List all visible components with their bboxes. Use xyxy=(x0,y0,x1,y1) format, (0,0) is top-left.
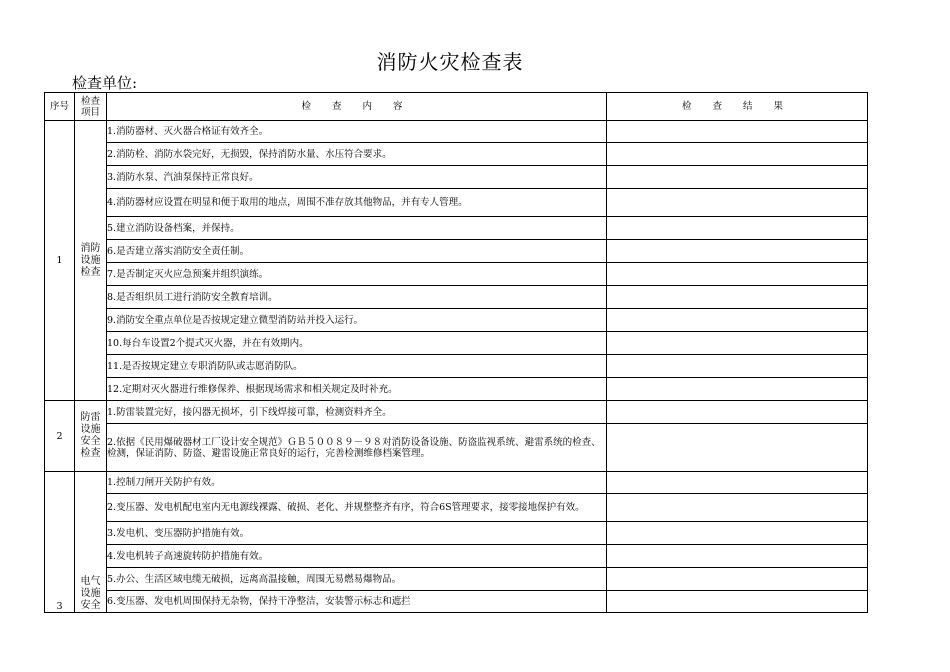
table-row xyxy=(45,424,868,472)
table-row xyxy=(45,143,868,166)
result-cell[interactable] xyxy=(607,591,868,613)
inspection-unit-label: 检查单位: xyxy=(72,74,138,92)
result-cell[interactable] xyxy=(607,401,868,424)
section-category-text: 防雷设施安全检查 xyxy=(80,412,101,459)
result-cell[interactable] xyxy=(607,472,868,494)
header-result: 检 查 结 果 xyxy=(607,93,868,121)
table-row xyxy=(45,240,868,263)
table-row xyxy=(45,355,868,378)
result-cell[interactable] xyxy=(607,522,868,545)
table-row xyxy=(45,522,868,545)
section-number: 2 xyxy=(45,401,75,472)
table-row xyxy=(45,189,868,217)
item-content: 5.建立消防设备档案，并保持。 xyxy=(107,217,607,240)
section-category xyxy=(75,472,107,613)
header-no: 序号 xyxy=(45,93,75,121)
item-content: 9.消防安全重点单位是否按规定建立微型消防站并投入运行。 xyxy=(107,309,607,332)
result-cell[interactable] xyxy=(607,166,868,189)
section-category xyxy=(75,121,107,401)
page-title: 消防火灾检查表 xyxy=(376,50,524,74)
section-category-text: 电气设施安全 xyxy=(80,576,101,611)
item-content: 11.是否按规定建立专职消防队或志愿消防队。 xyxy=(107,355,607,378)
item-content: 12.定期对灭火器进行维修保养、根据现场需求和相关规定及时补充。 xyxy=(107,378,607,401)
table-row xyxy=(45,121,868,143)
item-content: 10.每台车设置2个提式灭火器，并在有效期内。 xyxy=(107,332,607,355)
result-cell[interactable] xyxy=(607,309,868,332)
item-content: 7.是否制定灭火应急预案并组织演练。 xyxy=(107,263,607,286)
item-content: 4.消防器材应设置在明显和便于取用的地点，周围不准存放其他物品，并有专人管理。 xyxy=(107,189,607,217)
result-cell[interactable] xyxy=(607,189,868,217)
inspection-table xyxy=(44,92,868,613)
header-row xyxy=(45,93,868,121)
table-row xyxy=(45,494,868,522)
table-row xyxy=(45,378,868,401)
header-content: 检 查 内 容 xyxy=(107,93,607,121)
item-content: 2.变压器、发电机配电室内无电源线裸露、破损、老化、并规整整齐有序，符合6S管理要求，接零接地保护有效。 xyxy=(107,494,607,522)
item-content: 6.变压器、发电机周围保持无杂物，保持干净整洁，安装警示标志和遮拦 xyxy=(107,591,607,613)
result-cell[interactable] xyxy=(607,240,868,263)
item-content: 3.消防水泵、汽油泵保持正常良好。 xyxy=(107,166,607,189)
result-cell[interactable] xyxy=(607,121,868,143)
table-row xyxy=(45,472,868,494)
table-row xyxy=(45,263,868,286)
item-content: 6.是否建立落实消防安全责任制。 xyxy=(107,240,607,263)
table-row xyxy=(45,217,868,240)
table-row xyxy=(45,401,868,424)
table-row xyxy=(45,166,868,189)
result-cell[interactable] xyxy=(607,263,868,286)
section-category-text: 消防设施检查 xyxy=(80,242,101,278)
result-cell[interactable] xyxy=(607,378,868,401)
header-category-text: 检查项目 xyxy=(80,95,100,118)
table-row xyxy=(45,568,868,591)
item-content: 3.发电机、变压器防护措施有效。 xyxy=(107,522,607,545)
item-content: 1.防雷装置完好，接闪器无损坏，引下线焊接可靠，检测资料齐全。 xyxy=(107,401,607,424)
section-number: 1 xyxy=(45,121,75,401)
item-content: 8.是否组织员工进行消防安全教育培训。 xyxy=(107,286,607,309)
section-category xyxy=(75,401,107,472)
item-content: 4.发电机转子高速旋转防护措施有效。 xyxy=(107,545,607,568)
result-cell[interactable] xyxy=(607,286,868,309)
item-content: 1.控制刀闸开关防护有效。 xyxy=(107,472,607,494)
header-category xyxy=(75,93,107,121)
result-cell[interactable] xyxy=(607,217,868,240)
table-row xyxy=(45,309,868,332)
section-number: 3 xyxy=(45,472,75,613)
item-content: 2.消防栓、消防水袋完好，无损毁，保持消防水量、水压符合要求。 xyxy=(107,143,607,166)
result-cell[interactable] xyxy=(607,568,868,591)
result-cell[interactable] xyxy=(607,545,868,568)
item-content: 2.依据《民用爆破器材工厂设计安全规范》ＧＢ５００８９－９８对消防设备设施、防盗监视系统、避雷系统的检查、检测，保证消防、防盗、避雷设施正常良好的运行，完善检测维修档案管理。 xyxy=(107,424,607,472)
result-cell[interactable] xyxy=(607,332,868,355)
table-row xyxy=(45,286,868,309)
table-row xyxy=(45,332,868,355)
item-content: 5.办公、生活区域电缆无破损，远离高温接触，周围无易燃易爆物品。 xyxy=(107,568,607,591)
result-cell[interactable] xyxy=(607,494,868,522)
table-row xyxy=(45,591,868,613)
item-content: 1.消防器材、灭火器合格证有效齐全。 xyxy=(107,121,607,143)
result-cell[interactable] xyxy=(607,355,868,378)
result-cell[interactable] xyxy=(607,424,868,472)
result-cell[interactable] xyxy=(607,143,868,166)
table-row xyxy=(45,545,868,568)
